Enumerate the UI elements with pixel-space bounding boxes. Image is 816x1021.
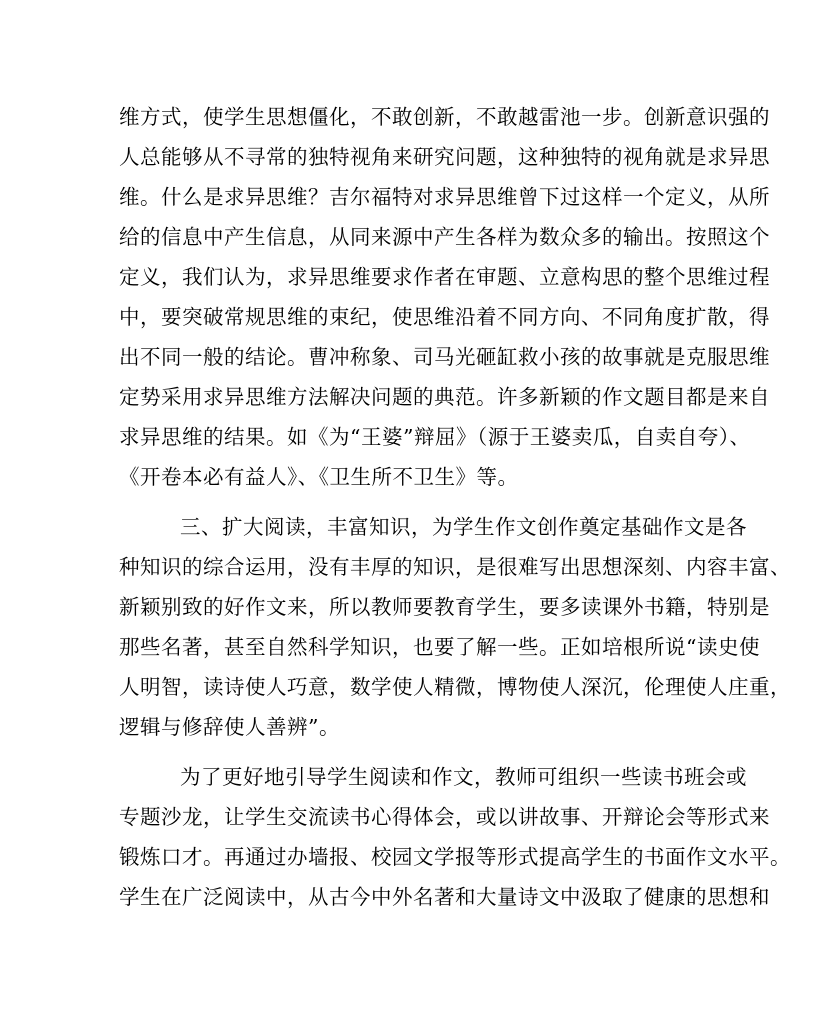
text-line: 人明智，读诗使人巧意，数学使人精微，博物使人深沉，伦理使人庄重， [119, 675, 791, 699]
text-line: 《开卷本必有益人》、《卫生所不卫生》等。 [119, 465, 519, 489]
text-line: 维方式，使学生思想僵化，不敢创新，不敢越雷池一步。创新意识强的 [119, 105, 770, 129]
text-line: 给的信息中产生信息，从同来源中产生各样为数众多的输出。按照这个 [119, 225, 770, 249]
text-line: 定势采用求异思维方法解决问题的典范。许多新颖的作文题目都是来自 [119, 385, 770, 409]
text-line: 种知识的综合运用，没有丰厚的知识，是很难写出思想深刻、内容丰富、 [119, 555, 791, 579]
paragraph-first-line: 为了更好地引导学生阅读和作文，教师可组织一些读书班会或 [180, 765, 747, 789]
text-line: 学生在广泛阅读中，从古今中外名著和大量诗文中汲取了健康的思想和 [119, 885, 770, 909]
text-line: 中，要突破常规思维的束纪，使思维沿着不同方向、不同角度扩散，得 [119, 305, 770, 329]
text-line: 那些名著，甚至自然科学知识，也要了解一些。正如培根所说“读史使 [119, 635, 760, 659]
text-line: 出不同一般的结论。曹冲称象、司马光砸缸救小孩的故事就是克服思维 [119, 345, 770, 369]
text-line: 求异思维的结果。如《为“王婆”辩屈》（源于王婆卖瓜，自卖自夸）、 [119, 425, 751, 449]
text-line: 维。什么是求异思维？吉尔福特对求异思维曾下过这样一个定义，从所 [119, 185, 770, 209]
text-line: 逻辑与修辞使人善辨”。 [119, 715, 340, 739]
text-line: 新颖别致的好作文来，所以教师要教育学生，要多读课外书籍，特别是 [119, 595, 770, 619]
section-heading-line: 三、扩大阅读，丰富知识，为学生作文创作奠定基础作文是各 [180, 515, 747, 539]
text-line: 人总能够从不寻常的独特视角来研究问题，这种独特的视角就是求异思 [119, 145, 770, 169]
text-line: 专题沙龙，让学生交流读书心得体会，或以讲故事、开辩论会等形式来 [119, 805, 770, 829]
text-line: 锻炼口才。再通过办墙报、校园文学报等形式提高学生的书面作文水平。 [119, 845, 791, 869]
text-line: 定义，我们认为，求异思维要求作者在审题、立意构思的整个思维过程 [119, 265, 770, 289]
